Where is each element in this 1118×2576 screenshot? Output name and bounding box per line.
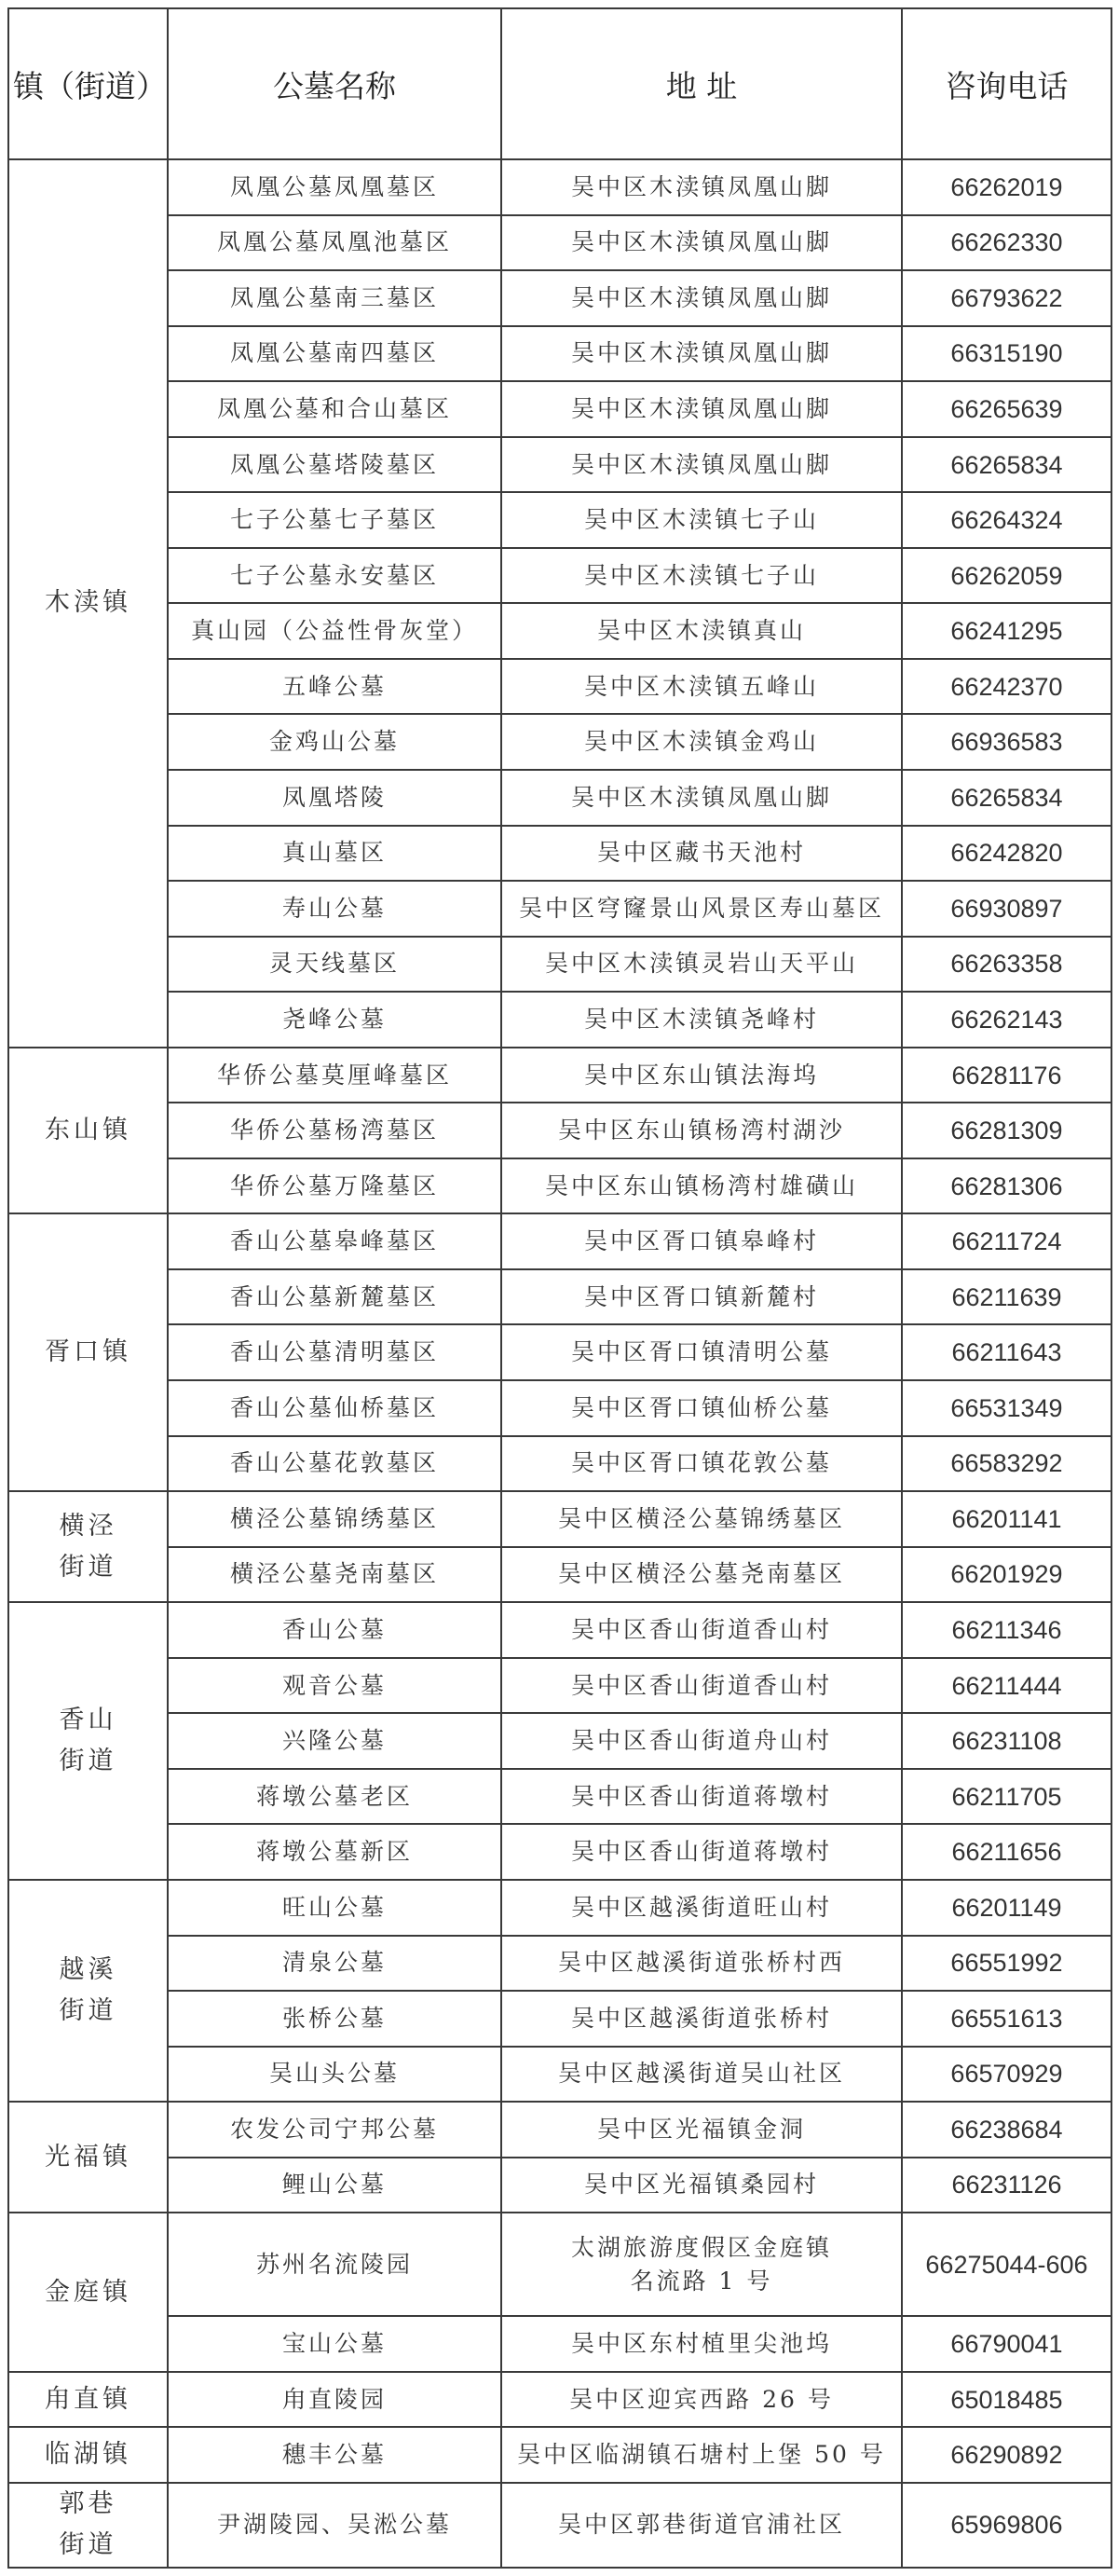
phone-cell: 66262330 (902, 215, 1111, 271)
table-row (8, 937, 1111, 993)
table-row (8, 1158, 1111, 1214)
table-row (8, 1936, 1111, 1992)
cemetery-name-cell: 横泾公墓尧南墓区 (168, 1547, 501, 1603)
town-label: 临湖镇 (45, 2440, 131, 2470)
table-row (8, 2316, 1111, 2372)
phone-cell: 66201141 (902, 1491, 1111, 1547)
phone-cell: 66290892 (902, 2427, 1111, 2483)
town-cell (8, 2372, 168, 2428)
table-row (8, 659, 1111, 715)
table-row (8, 1269, 1111, 1325)
cemetery-name-cell: 真山园（公益性骨灰堂） (168, 603, 501, 659)
cemetery-name-cell: 吴山头公墓 (168, 2047, 501, 2103)
town-label: 香山 (59, 1706, 117, 1735)
table-row (8, 770, 1111, 826)
table-row (8, 548, 1111, 604)
address-cell: 吴中区郭巷街道官浦社区 (501, 2483, 902, 2568)
address-cell: 吴中区光福镇桑园村 (501, 2158, 902, 2213)
cemetery-name-cell: 蒋墩公墓新区 (168, 1824, 501, 1880)
address-cell: 吴中区木渎镇金鸡山 (501, 714, 902, 770)
phone-cell: 66211639 (902, 1269, 1111, 1325)
cemetery-name-cell: 灵天线墓区 (168, 937, 501, 993)
town-cell (8, 2213, 168, 2372)
phone-cell: 66551613 (902, 1991, 1111, 2047)
phone-cell: 66265639 (902, 381, 1111, 437)
address-cell: 吴中区木渎镇尧峰村 (501, 992, 902, 1048)
cemetery-name-cell: 观音公墓 (168, 1658, 501, 1714)
phone-cell: 66231108 (902, 1713, 1111, 1769)
cemetery-name-cell: 华侨公墓杨湾墓区 (168, 1103, 501, 1158)
address-cell: 吴中区胥口镇新麓村 (501, 1269, 902, 1325)
table-row (8, 2427, 1111, 2483)
table-row (8, 2158, 1111, 2213)
table-row (8, 2102, 1111, 2158)
table-row (8, 1713, 1111, 1769)
table-row (8, 1547, 1111, 1603)
address-cell: 吴中区东山镇杨湾村雄磺山 (501, 1158, 902, 1214)
address-cell: 吴中区木渎镇灵岩山天平山 (501, 937, 902, 993)
address-cell: 吴中区木渎镇五峰山 (501, 659, 902, 715)
address-cell: 吴中区穹窿景山风景区寿山墓区 (501, 881, 902, 937)
phone-cell: 66211724 (902, 1213, 1111, 1269)
town-label: 木渎镇 (45, 588, 131, 618)
cemetery-name-cell: 金鸡山公墓 (168, 714, 501, 770)
phone-cell: 66265834 (902, 437, 1111, 493)
address-cell: 吴中区光福镇金洞 (501, 2102, 902, 2158)
town-label: 金庭镇 (45, 2277, 131, 2307)
cemetery-name-cell: 清泉公墓 (168, 1936, 501, 1992)
cemetery-name-cell: 蒋墩公墓老区 (168, 1769, 501, 1825)
table-row (8, 159, 1111, 215)
table-row (8, 1769, 1111, 1825)
address-cell: 吴中区越溪街道旺山村 (501, 1880, 902, 1936)
address-cell: 吴中区藏书天池村 (501, 826, 902, 882)
address-cell: 吴中区木渎镇凤凰山脚 (501, 437, 902, 493)
table-row (8, 326, 1111, 382)
table-row (8, 1380, 1111, 1436)
table-row (8, 1324, 1111, 1380)
cemetery-name-cell: 凤凰塔陵 (168, 770, 501, 826)
phone-cell: 66211705 (902, 1769, 1111, 1825)
cemetery-name-cell: 农发公司宁邦公墓 (168, 2102, 501, 2158)
cemetery-name-cell: 甪直陵园 (168, 2372, 501, 2428)
table-row (8, 1824, 1111, 1880)
town-label: 横泾 (59, 1511, 117, 1541)
address-cell: 吴中区胥口镇仙桥公墓 (501, 1380, 902, 1436)
address-cell: 吴中区香山街道舟山村 (501, 1713, 902, 1769)
phone-cell: 66262019 (902, 159, 1111, 215)
address-line: 名流路 1 号 (630, 2267, 773, 2295)
town-cell (8, 2102, 168, 2213)
town-cell (8, 1602, 168, 1880)
address-cell: 吴中区临湖镇石塘村上堡 50 号 (501, 2427, 902, 2483)
header-address: 地 址 (501, 8, 902, 159)
cemetery-name-cell: 香山公墓清明墓区 (168, 1324, 501, 1380)
phone-cell: 66531349 (902, 1380, 1111, 1436)
table-row (8, 437, 1111, 493)
address-cell: 吴中区迎宾西路 26 号 (501, 2372, 902, 2428)
cemetery-directory-table (7, 7, 1112, 2569)
address-cell: 吴中区东山镇杨湾村湖沙 (501, 1103, 902, 1158)
phone-cell: 66211656 (902, 1824, 1111, 1880)
phone-cell: 66281176 (902, 1048, 1111, 1103)
table-row (8, 1880, 1111, 1936)
address-cell: 吴中区东山镇法海坞 (501, 1048, 902, 1103)
table-row (8, 2047, 1111, 2103)
table-row (8, 992, 1111, 1048)
phone-cell: 66793622 (902, 270, 1111, 326)
address-cell: 吴中区木渎镇凤凰山脚 (501, 270, 902, 326)
phone-cell: 66201929 (902, 1547, 1111, 1603)
cemetery-name-cell: 兴隆公墓 (168, 1713, 501, 1769)
town-cell (8, 1213, 168, 1491)
address-cell: 吴中区胥口镇皋峰村 (501, 1213, 902, 1269)
table-row (8, 826, 1111, 882)
phone-cell: 66315190 (902, 326, 1111, 382)
table-row (8, 1658, 1111, 1714)
table-row (8, 714, 1111, 770)
address-cell: 吴中区木渎镇凤凰山脚 (501, 159, 902, 215)
address-cell: 吴中区香山街道蒋墩村 (501, 1769, 902, 1825)
header-cemetery-name: 公墓名称 (168, 8, 501, 159)
cemetery-name-cell: 张桥公墓 (168, 1991, 501, 2047)
table-row (8, 1491, 1111, 1547)
phone-cell: 66211444 (902, 1658, 1111, 1714)
phone-cell: 66570929 (902, 2047, 1111, 2103)
cemetery-name-cell: 香山公墓新麓墓区 (168, 1269, 501, 1325)
cemetery-name-cell: 穗丰公墓 (168, 2427, 501, 2483)
phone-cell: 66583292 (902, 1436, 1111, 1492)
phone-cell: 66262059 (902, 548, 1111, 604)
phone-cell: 66211346 (902, 1602, 1111, 1658)
table-row (8, 270, 1111, 326)
town-cell (8, 1048, 168, 1214)
phone-cell: 66281309 (902, 1103, 1111, 1158)
address-cell: 吴中区木渎镇真山 (501, 603, 902, 659)
phone-cell: 66790041 (902, 2316, 1111, 2372)
address-cell: 吴中区横泾公墓尧南墓区 (501, 1547, 902, 1603)
phone-cell: 65969806 (902, 2483, 1111, 2568)
cemetery-name-cell: 苏州名流陵园 (168, 2213, 501, 2316)
town-label: 街道 (59, 1552, 117, 1582)
table-row (8, 2372, 1111, 2428)
address-cell: 吴中区香山街道香山村 (501, 1602, 902, 1658)
table-row (8, 1103, 1111, 1158)
town-label: 越溪 (59, 1955, 117, 1985)
address-cell (501, 2213, 902, 2316)
address-cell: 吴中区胥口镇花敦公墓 (501, 1436, 902, 1492)
table-row (8, 215, 1111, 271)
header-town: 镇（街道） (8, 8, 168, 159)
cemetery-name-cell: 横泾公墓锦绣墓区 (168, 1491, 501, 1547)
cemetery-name-cell: 香山公墓 (168, 1602, 501, 1658)
cemetery-name-cell: 七子公墓七子墓区 (168, 492, 501, 548)
address-cell: 吴中区越溪街道张桥村西 (501, 1936, 902, 1992)
table-row (8, 1048, 1111, 1103)
table-row (8, 381, 1111, 437)
town-cell (8, 1491, 168, 1602)
town-label: 街道 (59, 1996, 117, 2026)
cemetery-name-cell: 尹湖陵园、吴淞公墓 (168, 2483, 501, 2568)
cemetery-name-cell: 凤凰公墓和合山墓区 (168, 381, 501, 437)
town-label: 东山镇 (45, 1116, 131, 1145)
table-row (8, 1991, 1111, 2047)
phone-cell: 66275044-606 (902, 2213, 1111, 2316)
town-label: 街道 (59, 2530, 117, 2560)
cemetery-name-cell: 宝山公墓 (168, 2316, 501, 2372)
cemetery-name-cell: 香山公墓皋峰墓区 (168, 1213, 501, 1269)
phone-cell: 66930897 (902, 881, 1111, 937)
cemetery-name-cell: 五峰公墓 (168, 659, 501, 715)
phone-cell: 66242820 (902, 826, 1111, 882)
town-cell (8, 159, 168, 1048)
table-row (8, 603, 1111, 659)
phone-cell: 66201149 (902, 1880, 1111, 1936)
town-label: 胥口镇 (45, 1337, 131, 1367)
cemetery-name-cell: 华侨公墓莫厘峰墓区 (168, 1048, 501, 1103)
table-row (8, 881, 1111, 937)
address-cell: 吴中区木渎镇七子山 (501, 492, 902, 548)
phone-cell: 66231126 (902, 2158, 1111, 2213)
cemetery-name-cell: 真山墓区 (168, 826, 501, 882)
cemetery-name-cell: 华侨公墓万隆墓区 (168, 1158, 501, 1214)
town-cell (8, 1880, 168, 2102)
phone-cell: 66263358 (902, 937, 1111, 993)
cemetery-name-cell: 凤凰公墓凤凰池墓区 (168, 215, 501, 271)
cemetery-name-cell: 旺山公墓 (168, 1880, 501, 1936)
phone-cell: 66936583 (902, 714, 1111, 770)
address-cell: 吴中区木渎镇凤凰山脚 (501, 381, 902, 437)
town-label: 甪直镇 (45, 2384, 131, 2414)
town-cell (8, 2483, 168, 2568)
town-cell (8, 2427, 168, 2483)
phone-cell: 66238684 (902, 2102, 1111, 2158)
table-header-row (8, 8, 1111, 159)
phone-cell: 66241295 (902, 603, 1111, 659)
phone-cell: 66211643 (902, 1324, 1111, 1380)
cemetery-name-cell: 香山公墓仙桥墓区 (168, 1380, 501, 1436)
town-label: 郭巷 (59, 2489, 117, 2519)
table-row (8, 1602, 1111, 1658)
phone-cell: 66281306 (902, 1158, 1111, 1214)
town-label: 光福镇 (45, 2142, 131, 2172)
table-row (8, 1213, 1111, 1269)
address-cell: 吴中区胥口镇清明公墓 (501, 1324, 902, 1380)
table-body (8, 159, 1111, 2568)
address-cell: 吴中区香山街道香山村 (501, 1658, 902, 1714)
phone-cell: 66551992 (902, 1936, 1111, 1992)
cemetery-name-cell: 凤凰公墓南三墓区 (168, 270, 501, 326)
phone-cell: 66265834 (902, 770, 1111, 826)
address-cell: 吴中区越溪街道吴山社区 (501, 2047, 902, 2103)
cemetery-name-cell: 凤凰公墓塔陵墓区 (168, 437, 501, 493)
phone-cell: 65018485 (902, 2372, 1111, 2428)
table-row (8, 2213, 1111, 2316)
phone-cell: 66264324 (902, 492, 1111, 548)
address-cell: 吴中区越溪街道张桥村 (501, 1991, 902, 2047)
cemetery-name-cell: 寿山公墓 (168, 881, 501, 937)
cemetery-name-cell: 凤凰公墓凤凰墓区 (168, 159, 501, 215)
address-cell: 吴中区香山街道蒋墩村 (501, 1824, 902, 1880)
address-line: 太湖旅游度假区金庭镇 (570, 2233, 832, 2261)
address-cell: 吴中区东村植里尖池坞 (501, 2316, 902, 2372)
table-row (8, 2483, 1111, 2568)
cemetery-name-cell: 香山公墓花敦墓区 (168, 1436, 501, 1492)
address-cell: 吴中区木渎镇凤凰山脚 (501, 326, 902, 382)
cemetery-name-cell: 鲤山公墓 (168, 2158, 501, 2213)
address-cell: 吴中区木渎镇凤凰山脚 (501, 770, 902, 826)
address-cell: 吴中区横泾公墓锦绣墓区 (501, 1491, 902, 1547)
header-phone: 咨询电话 (902, 8, 1111, 159)
cemetery-name-cell: 凤凰公墓南四墓区 (168, 326, 501, 382)
address-cell: 吴中区木渎镇凤凰山脚 (501, 215, 902, 271)
cemetery-name-cell: 七子公墓永安墓区 (168, 548, 501, 604)
phone-cell: 66262143 (902, 992, 1111, 1048)
table-row (8, 1436, 1111, 1492)
phone-cell: 66242370 (902, 659, 1111, 715)
table-row (8, 492, 1111, 548)
address-cell: 吴中区木渎镇七子山 (501, 548, 902, 604)
town-label: 街道 (59, 1747, 117, 1776)
cemetery-name-cell: 尧峰公墓 (168, 992, 501, 1048)
